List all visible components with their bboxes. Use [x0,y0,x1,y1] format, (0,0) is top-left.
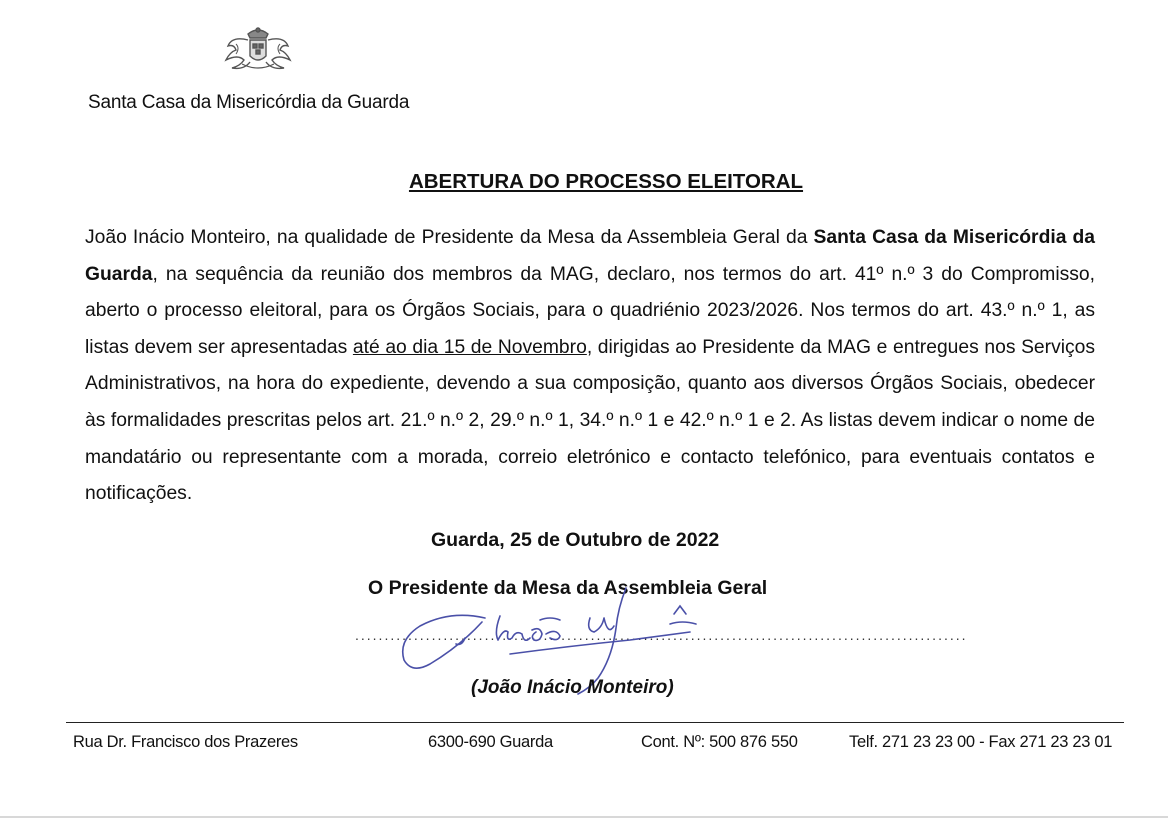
declaration-paragraph [85,220,1095,513]
signature-dotted-line: ........................................................................................................ [355,627,968,643]
paragraph-details: , dirigidas ao Presidente da MAG e entregues nos Serviços Administrativos, na hora do expediente, devendo a sua composição, quanto aos diversos Órgãos Sociais, obedecer às formalidades prescritas pelos art. 21.º n.º 2, 29.º n.º 1, 34.º n.º 1 e 42.º n.º 1 e 2. As listas devem indicar o nome de mandatário ou representante com a morada, correio eletrónico e contacto telefónico, para eventuais contatos e notificações. [85,336,1096,505]
organization-name: Santa Casa da Misericórdia da Guarda [88,92,410,113]
document-title [0,170,1168,194]
coat-of-arms-icon [222,24,294,74]
page-bottom-edge [0,816,1168,818]
signer-role: O Presidente da Mesa da Assembleia Geral [368,577,768,599]
footer-divider [66,722,1124,723]
handwritten-signature [390,548,720,698]
paragraph-terms: , na sequência da reunião dos membros da MAG, declaro, nos termos do art. 41º n.º 3 do Compromisso, aberto o processo eleitoral, para os Órgãos Sociais, para o quadriénio 2023/2026. Nos termos do art. 43.º n.º 1, as listas devem ser apresentadas [85,263,1095,358]
signer-name: (João Inácio Monteiro) [471,677,674,698]
footer-tax-id: Cont. Nº: 500 876 550 [641,733,798,751]
deadline-underlined: até ao dia 15 de Novembro [352,336,587,358]
footer-postal-code: 6300-690 Guarda [428,733,553,751]
place-and-date: Guarda, 25 de Outubro de 2022 [431,529,720,551]
footer-phone-fax: Telf. 271 23 23 00 - Fax 271 23 23 01 [849,733,1113,751]
footer-address: Rua Dr. Francisco dos Prazeres [73,733,298,751]
document-title-text: ABERTURA DO PROCESSO ELEITORAL [408,170,804,193]
organization-bold-name: Santa Casa da Misericórdia da Guarda [85,227,1095,285]
paragraph-intro: João Inácio Monteiro, na qualidade de Presidente da Mesa da Assembleia Geral da [85,227,814,248]
